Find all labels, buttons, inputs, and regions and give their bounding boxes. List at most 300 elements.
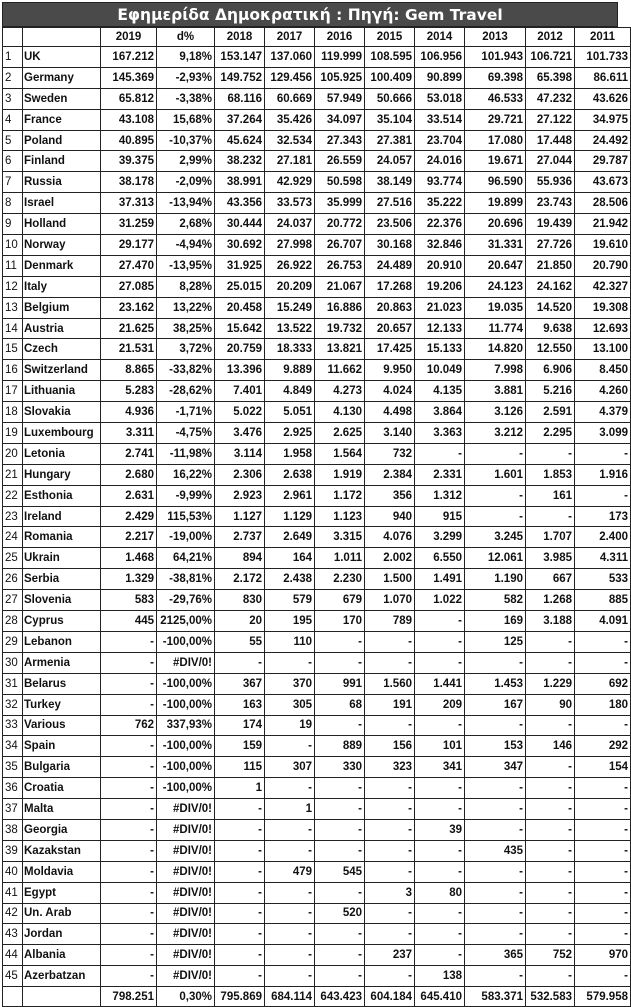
value-cell: 43.626 — [575, 88, 631, 109]
value-cell: 2.438 — [265, 569, 315, 590]
value-cell: 12.693 — [575, 318, 631, 339]
value-cell: 22.376 — [415, 214, 465, 235]
value-cell: - — [465, 924, 526, 945]
country-cell: Spain — [23, 736, 101, 757]
value-cell: - — [365, 778, 415, 799]
value-cell: - — [575, 715, 631, 736]
country-cell: Russia — [23, 172, 101, 193]
value-cell: 2.591 — [526, 402, 575, 423]
value-cell: 37.264 — [215, 109, 265, 130]
value-cell: -100,00% — [157, 631, 215, 652]
value-cell: 3.140 — [365, 423, 415, 444]
table-row — [3, 924, 631, 945]
value-cell: 105.925 — [315, 67, 365, 88]
value-cell: 27.381 — [365, 130, 415, 151]
value-cell: 307 — [265, 757, 315, 778]
value-cell: - — [526, 882, 575, 903]
row-index: 33 — [3, 715, 23, 736]
value-cell: 20.647 — [465, 255, 526, 276]
table-row — [3, 694, 631, 715]
value-cell: 752 — [526, 945, 575, 966]
table-body — [3, 47, 631, 1007]
value-cell: - — [575, 485, 631, 506]
value-cell: - — [101, 778, 157, 799]
value-cell: 2.625 — [315, 423, 365, 444]
country-cell: Lithuania — [23, 381, 101, 402]
row-index: 31 — [3, 673, 23, 694]
value-cell: 23.704 — [415, 130, 465, 151]
value-cell: 20.863 — [365, 297, 415, 318]
value-cell: 27.085 — [101, 276, 157, 297]
value-cell: 583 — [101, 590, 157, 611]
value-cell: - — [101, 924, 157, 945]
value-cell: - — [315, 778, 365, 799]
country-cell: France — [23, 109, 101, 130]
value-cell: - — [465, 903, 526, 924]
value-cell: - — [415, 652, 465, 673]
value-cell: 138 — [415, 966, 465, 987]
value-cell: 20.759 — [215, 339, 265, 360]
value-cell: 96.590 — [465, 172, 526, 193]
value-cell: 21.942 — [575, 214, 631, 235]
value-cell: - — [465, 966, 526, 987]
value-cell: 13.821 — [315, 339, 365, 360]
value-cell: 38,25% — [157, 318, 215, 339]
country-cell: Various — [23, 715, 101, 736]
value-cell: - — [526, 903, 575, 924]
value-cell: 1.329 — [101, 569, 157, 590]
value-cell: - — [526, 840, 575, 861]
table-row — [3, 966, 631, 987]
value-cell: 38.232 — [215, 151, 265, 172]
value-cell: - — [526, 652, 575, 673]
value-cell: 2.741 — [101, 443, 157, 464]
value-cell: 2.923 — [215, 485, 265, 506]
value-cell: 170 — [315, 611, 365, 632]
value-cell: - — [365, 819, 415, 840]
value-cell: - — [415, 778, 465, 799]
value-cell: 119.999 — [315, 47, 365, 68]
value-cell: 579 — [265, 590, 315, 611]
value-cell: 38.991 — [215, 172, 265, 193]
value-cell: #DIV/0! — [157, 945, 215, 966]
value-cell: 337,93% — [157, 715, 215, 736]
row-index: 24 — [3, 527, 23, 548]
value-cell: #DIV/0! — [157, 861, 215, 882]
value-cell: 679 — [315, 590, 365, 611]
value-cell: - — [575, 778, 631, 799]
country-cell: Finland — [23, 151, 101, 172]
value-cell: 762 — [101, 715, 157, 736]
value-cell: 1.172 — [315, 485, 365, 506]
value-cell: -11,98% — [157, 443, 215, 464]
value-cell: - — [265, 819, 315, 840]
table-row — [3, 402, 631, 423]
value-cell: 16,22% — [157, 464, 215, 485]
value-cell: 1 — [215, 778, 265, 799]
value-cell: 10.049 — [415, 360, 465, 381]
value-cell: 161 — [526, 485, 575, 506]
value-cell: 3.311 — [101, 423, 157, 444]
country-cell: Austria — [23, 318, 101, 339]
value-cell: - — [101, 694, 157, 715]
spreadsheet — [2, 2, 628, 1007]
value-cell: - — [575, 819, 631, 840]
value-cell: 90 — [526, 694, 575, 715]
value-cell: 1.564 — [315, 443, 365, 464]
value-cell: 2.925 — [265, 423, 315, 444]
value-cell: 191 — [365, 694, 415, 715]
value-cell: - — [215, 799, 265, 820]
row-index: 10 — [3, 235, 23, 256]
value-cell: 0,30% — [157, 987, 215, 1007]
value-cell: 115 — [215, 757, 265, 778]
value-cell: 645.410 — [415, 987, 465, 1007]
row-index: 1 — [3, 47, 23, 68]
value-cell: - — [215, 819, 265, 840]
value-cell: 15.133 — [415, 339, 465, 360]
value-cell: 2.680 — [101, 464, 157, 485]
value-cell: 11.662 — [315, 360, 365, 381]
value-cell: 12.061 — [465, 548, 526, 569]
value-cell: - — [265, 903, 315, 924]
value-cell: 30.692 — [215, 235, 265, 256]
value-cell: 23.743 — [526, 193, 575, 214]
value-cell: 101.733 — [575, 47, 631, 68]
value-cell: 167 — [465, 694, 526, 715]
value-cell: 47.232 — [526, 88, 575, 109]
value-cell: - — [101, 903, 157, 924]
row-index: 5 — [3, 130, 23, 151]
value-cell: 24.492 — [575, 130, 631, 151]
value-cell: 3.881 — [465, 381, 526, 402]
value-cell: 789 — [365, 611, 415, 632]
row-index: 15 — [3, 339, 23, 360]
value-cell: 101.943 — [465, 47, 526, 68]
row-index: 2 — [3, 67, 23, 88]
value-cell: 323 — [365, 757, 415, 778]
value-cell: 50.598 — [315, 172, 365, 193]
value-cell: 20.458 — [215, 297, 265, 318]
country-cell: Israel — [23, 193, 101, 214]
value-cell: 889 — [315, 736, 365, 757]
value-cell: 19 — [265, 715, 315, 736]
value-cell: 4.076 — [365, 527, 415, 548]
table-row — [3, 235, 631, 256]
value-cell: 305 — [265, 694, 315, 715]
country-cell: Slovenia — [23, 590, 101, 611]
value-cell: 45.624 — [215, 130, 265, 151]
value-cell: 20.696 — [465, 214, 526, 235]
value-cell: 29.177 — [101, 235, 157, 256]
value-cell: - — [315, 631, 365, 652]
row-index: 6 — [3, 151, 23, 172]
row-index: 38 — [3, 819, 23, 840]
value-cell: - — [315, 819, 365, 840]
value-cell: 4.849 — [265, 381, 315, 402]
value-cell: 9,18% — [157, 47, 215, 68]
value-cell: - — [101, 631, 157, 652]
value-cell: 35.222 — [415, 193, 465, 214]
value-cell: - — [575, 652, 631, 673]
column-header: 2016 — [315, 28, 365, 47]
value-cell: 35.426 — [265, 109, 315, 130]
value-cell: - — [265, 840, 315, 861]
value-cell: - — [101, 840, 157, 861]
value-cell: 29.721 — [465, 109, 526, 130]
value-cell: 34.097 — [315, 109, 365, 130]
value-cell: 370 — [265, 673, 315, 694]
table-row — [3, 151, 631, 172]
table-row — [3, 339, 631, 360]
column-header: 2018 — [215, 28, 265, 47]
row-index: 40 — [3, 861, 23, 882]
value-cell: - — [415, 945, 465, 966]
value-cell: - — [315, 840, 365, 861]
row-index: 7 — [3, 172, 23, 193]
value-cell: - — [365, 840, 415, 861]
value-cell: 13,22% — [157, 297, 215, 318]
value-cell: 347 — [465, 757, 526, 778]
table-row — [3, 736, 631, 757]
country-cell: Lebanon — [23, 631, 101, 652]
value-cell: 20.657 — [365, 318, 415, 339]
value-cell: 8.450 — [575, 360, 631, 381]
value-cell: 11.774 — [465, 318, 526, 339]
column-header: 2013 — [465, 28, 526, 47]
value-cell: 19.439 — [526, 214, 575, 235]
value-cell: 39.375 — [101, 151, 157, 172]
table-row — [3, 861, 631, 882]
value-cell: 21.531 — [101, 339, 157, 360]
value-cell: 4.260 — [575, 381, 631, 402]
row-index: 12 — [3, 276, 23, 297]
table-row — [3, 214, 631, 235]
table-row — [3, 548, 631, 569]
value-cell: 9.950 — [365, 360, 415, 381]
value-cell: - — [415, 861, 465, 882]
table-row — [3, 819, 631, 840]
value-cell: - — [365, 924, 415, 945]
value-cell: 2.400 — [575, 527, 631, 548]
value-cell: - — [215, 945, 265, 966]
value-cell: 20.910 — [415, 255, 465, 276]
table-row — [3, 945, 631, 966]
value-cell: 8,28% — [157, 276, 215, 297]
country-cell: Croatia — [23, 778, 101, 799]
country-cell: UK — [23, 47, 101, 68]
value-cell: 19.206 — [415, 276, 465, 297]
value-cell: 32.846 — [415, 235, 465, 256]
value-cell: 341 — [415, 757, 465, 778]
value-cell: -100,00% — [157, 736, 215, 757]
value-cell: - — [465, 861, 526, 882]
value-cell: - — [575, 799, 631, 820]
value-cell: 68.116 — [215, 88, 265, 109]
column-header: 2012 — [526, 28, 575, 47]
country-cell: Holland — [23, 214, 101, 235]
value-cell: 12.133 — [415, 318, 465, 339]
value-cell: - — [315, 882, 365, 903]
value-cell: 4.024 — [365, 381, 415, 402]
table-row — [3, 631, 631, 652]
value-cell: 30.444 — [215, 214, 265, 235]
value-cell: 110 — [265, 631, 315, 652]
value-cell: 2.230 — [315, 569, 365, 590]
table-row — [3, 569, 631, 590]
country-cell: Serbia — [23, 569, 101, 590]
row-index: 39 — [3, 840, 23, 861]
value-cell: 60.669 — [265, 88, 315, 109]
value-cell: 19.308 — [575, 297, 631, 318]
value-cell: - — [215, 652, 265, 673]
value-cell: 26.922 — [265, 255, 315, 276]
value-cell: 163 — [215, 694, 265, 715]
value-cell: 2.649 — [265, 527, 315, 548]
value-cell: 795.869 — [215, 987, 265, 1007]
value-cell: 24.123 — [465, 276, 526, 297]
country-cell: Jordan — [23, 924, 101, 945]
country-cell: Denmark — [23, 255, 101, 276]
row-index: 20 — [3, 443, 23, 464]
value-cell: 90.899 — [415, 67, 465, 88]
value-cell: -4,94% — [157, 235, 215, 256]
value-cell: 435 — [465, 840, 526, 861]
value-cell: 55.936 — [526, 172, 575, 193]
value-cell: - — [415, 611, 465, 632]
country-cell: Egypt — [23, 882, 101, 903]
value-cell: 13.522 — [265, 318, 315, 339]
value-cell: 2.631 — [101, 485, 157, 506]
value-cell: 9.638 — [526, 318, 575, 339]
value-cell: - — [315, 924, 365, 945]
value-cell: 28.506 — [575, 193, 631, 214]
value-cell: 57.949 — [315, 88, 365, 109]
value-cell: 33.514 — [415, 109, 465, 130]
value-cell: 643.423 — [315, 987, 365, 1007]
value-cell: -1,71% — [157, 402, 215, 423]
table-row — [3, 715, 631, 736]
value-cell: 65.812 — [101, 88, 157, 109]
value-cell: 2.295 — [526, 423, 575, 444]
value-cell: 2.002 — [365, 548, 415, 569]
row-index: 30 — [3, 652, 23, 673]
value-cell: -19,00% — [157, 527, 215, 548]
value-cell: 237 — [365, 945, 415, 966]
value-cell: 137.060 — [265, 47, 315, 68]
table-row — [3, 381, 631, 402]
value-cell: 15.642 — [215, 318, 265, 339]
value-cell: 2.961 — [265, 485, 315, 506]
value-cell: 27.343 — [315, 130, 365, 151]
value-cell: 86.611 — [575, 67, 631, 88]
value-cell: 684.114 — [265, 987, 315, 1007]
value-cell: 732 — [365, 443, 415, 464]
row-index: 13 — [3, 297, 23, 318]
value-cell: 26.753 — [315, 255, 365, 276]
value-cell: 14.820 — [465, 339, 526, 360]
table-row — [3, 464, 631, 485]
value-cell: 23.162 — [101, 297, 157, 318]
value-cell: - — [526, 819, 575, 840]
row-index: 8 — [3, 193, 23, 214]
value-cell: - — [101, 945, 157, 966]
value-cell: 2,99% — [157, 151, 215, 172]
value-cell: 583.371 — [465, 987, 526, 1007]
value-cell: - — [365, 715, 415, 736]
row-index: 23 — [3, 506, 23, 527]
value-cell: 1.853 — [526, 464, 575, 485]
table-row — [3, 67, 631, 88]
value-cell: 2.429 — [101, 506, 157, 527]
value-cell: 1.268 — [526, 590, 575, 611]
value-cell: 6.906 — [526, 360, 575, 381]
value-cell: 15.249 — [265, 297, 315, 318]
value-cell: 2.638 — [265, 464, 315, 485]
value-cell: 53.018 — [415, 88, 465, 109]
value-cell: 21.850 — [526, 255, 575, 276]
value-cell: 19.035 — [465, 297, 526, 318]
country-cell: Ukrain — [23, 548, 101, 569]
row-index: 36 — [3, 778, 23, 799]
value-cell: 17.425 — [365, 339, 415, 360]
row-index: 45 — [3, 966, 23, 987]
value-cell: 1.500 — [365, 569, 415, 590]
value-cell: - — [101, 966, 157, 987]
value-cell: - — [465, 485, 526, 506]
value-cell: 1.022 — [415, 590, 465, 611]
value-cell: 3.114 — [215, 443, 265, 464]
value-cell: 55 — [215, 631, 265, 652]
value-cell: -38,81% — [157, 569, 215, 590]
value-cell: 2.172 — [215, 569, 265, 590]
table-row — [3, 276, 631, 297]
country-cell: Cyprus — [23, 611, 101, 632]
value-cell: 5.283 — [101, 381, 157, 402]
value-cell: - — [575, 631, 631, 652]
value-cell: 106.956 — [415, 47, 465, 68]
row-index: 26 — [3, 569, 23, 590]
value-cell: 1.560 — [365, 673, 415, 694]
country-cell: Norway — [23, 235, 101, 256]
value-cell: 1.707 — [526, 527, 575, 548]
value-cell: -100,00% — [157, 673, 215, 694]
value-cell: 21.023 — [415, 297, 465, 318]
country-cell: Germany — [23, 67, 101, 88]
value-cell: - — [415, 631, 465, 652]
value-cell: 1 — [265, 799, 315, 820]
value-cell: 2.737 — [215, 527, 265, 548]
value-cell: 3,72% — [157, 339, 215, 360]
value-cell: -3,38% — [157, 88, 215, 109]
value-cell: #DIV/0! — [157, 840, 215, 861]
value-cell: 27.181 — [265, 151, 315, 172]
value-cell: 69.398 — [465, 67, 526, 88]
value-cell: 3.299 — [415, 527, 465, 548]
value-cell: - — [465, 799, 526, 820]
value-cell: 3.188 — [526, 611, 575, 632]
value-cell: 4.379 — [575, 402, 631, 423]
value-cell: - — [315, 652, 365, 673]
country-cell: Armenia — [23, 652, 101, 673]
value-cell: 26.707 — [315, 235, 365, 256]
value-cell: 6.550 — [415, 548, 465, 569]
value-cell: 80 — [415, 882, 465, 903]
value-cell: 2.384 — [365, 464, 415, 485]
value-cell: 3 — [365, 882, 415, 903]
value-cell: #DIV/0! — [157, 819, 215, 840]
value-cell: -10,37% — [157, 130, 215, 151]
